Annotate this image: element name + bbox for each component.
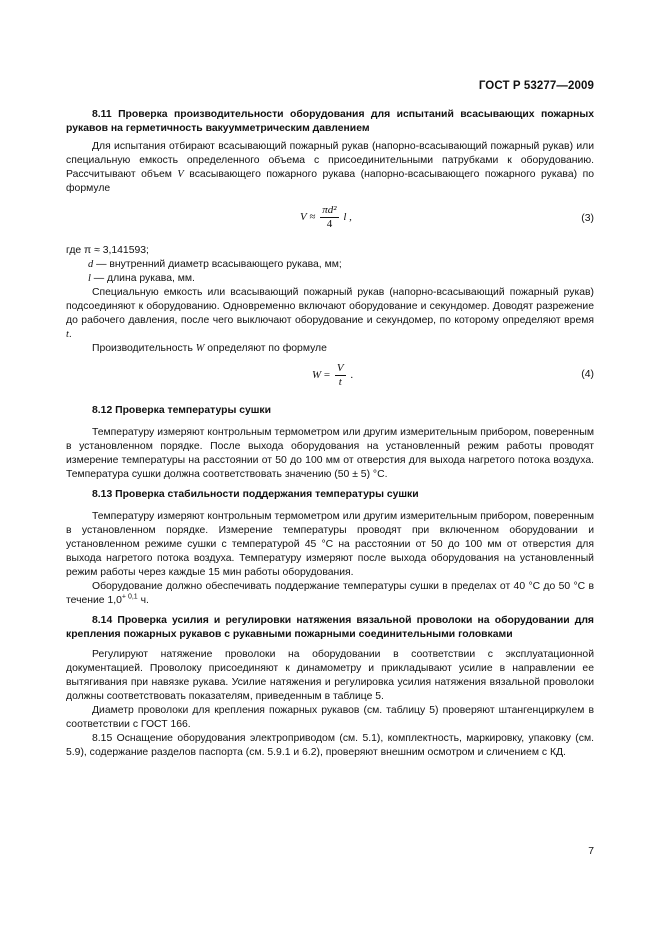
section-8-11-paragraph-4: Производительность W определяют по формуле	[92, 343, 327, 354]
section-8-11-paragraph-2: Рассчитывают объем V всасывающего пожарного рукава (напорно-всасывающего пожарного рукава) по формуле	[66, 169, 594, 194]
formula-4: W = $\frac{V}{t}$ . (4)	[312, 362, 594, 388]
document-body	[66, 106, 594, 760]
document-page	[66, 0, 594, 936]
section-8-13-paragraph-2: Оборудование должно обеспечивать поддержание температуры сушки в пределах от 40 °С до 50 °С в течение $1,0^{+ 0,1}$ ч.	[66, 581, 594, 606]
section-8-14-paragraph-1: Регулируют натяжение проволоки на оборудовании в соответствии с эксплуатационной документацией. Проволоку присоединяют к динамометру и прикладывают усилие в направлении ее вытягивания при навязке рукава. Усилие натяжения и регулировка усилия натяжения вязальной проволоки должны соответствовать показателям, приведенным в таблице 5.	[66, 649, 594, 702]
section-8-14-paragraph-2: Диаметр проволоки для крепления пожарных рукавов (см. таблицу 5) проверяют штангенциркулем в соответствии с ГОСТ 166.	[66, 705, 594, 730]
formula-3-number: (3)	[581, 213, 594, 224]
section-8-15-paragraph: 8.15 Оснащение оборудования электроприводом (см. 5.1), комплектность, маркировку, упаковку (см. 5.9), содержание разделов паспорта (см. 5.9.1 и 6.2), проверяют внешним осмотром и сличением с КД.	[66, 733, 594, 758]
definition-d: d — внутренний диаметр всасывающего рукава, мм;	[88, 259, 342, 270]
definition-l: l — длина рукава, мм.	[88, 273, 195, 284]
section-8-11-heading: 8.11 Проверка производительности оборудования для испытаний всасывающих пожарных рукавов на герметичность вакуумметрическим давлением	[66, 109, 594, 134]
formula-3: V ≈ $\frac{\text{πd²}}{4}$ l , (3)	[300, 204, 594, 230]
document-id: ГОСТ Р 53277—2009	[478, 80, 594, 92]
formula-4-number: (4)	[581, 369, 594, 380]
page-number: 7	[588, 846, 594, 857]
where-line: где π ≈ 3,141593;	[66, 245, 149, 256]
section-8-11-paragraph-1: Для испытания отбирают всасывающий пожарный рукав (напорно-всасывающий пожарный рукав) или специальную емкость определенного объема с присоединительными патрубками к оборудованию. Рассчитывают объем V всасывающего пожарного рукава (напорно-всасывающего пожарного рукава) по формуле	[66, 141, 594, 194]
section-8-13-heading: 8.13 Проверка стабильности поддержания температуры сушки	[92, 489, 419, 500]
section-8-12-paragraph-1: Температуру измеряют контрольным термометром или другим измерительным прибором, поверенным в установленном порядке. После выхода оборудования на установленный режим работы проводят измерение температуры на расстоянии от 50 до 100 мм от отверстия для выхода нагретого потока воздуха. Температура сушки должна соответствовать значению (50 ± 5) °С.	[66, 427, 594, 480]
section-8-14-heading: 8.14 Проверка усилия и регулировки натяжения вязальной проволоки на оборудовании для крепления пожарных рукавов с рукавными пожарными соединительными головками	[66, 615, 594, 640]
section-8-13-paragraph-1: Температуру измеряют контрольным термометром или другим измерительным прибором, поверенным в установленном порядке. Измерение температуры проводят при включенном оборудовании и установленном режиме сушки с температурой 45 °С на расстоянии от 50 до 100 мм от отверстия для выхода нагретого потока воздуха. Температуру измеряют после выхода оборудования на установленный режим работы через каждые 15 мин работы оборудования.	[66, 511, 594, 578]
section-8-12-heading: 8.12 Проверка температуры сушки	[92, 405, 272, 416]
section-8-11-paragraph-3: Специальную емкость или всасывающий пожарный рукав (напорно-всасывающий пожарный рукав) подсоединяют к оборудованию. Одновременно включают оборудование и секундомер. Доводят разрежение до рабочего давления, после чего выключают оборудование и секундомер, по которому определяют время t.	[66, 287, 594, 340]
